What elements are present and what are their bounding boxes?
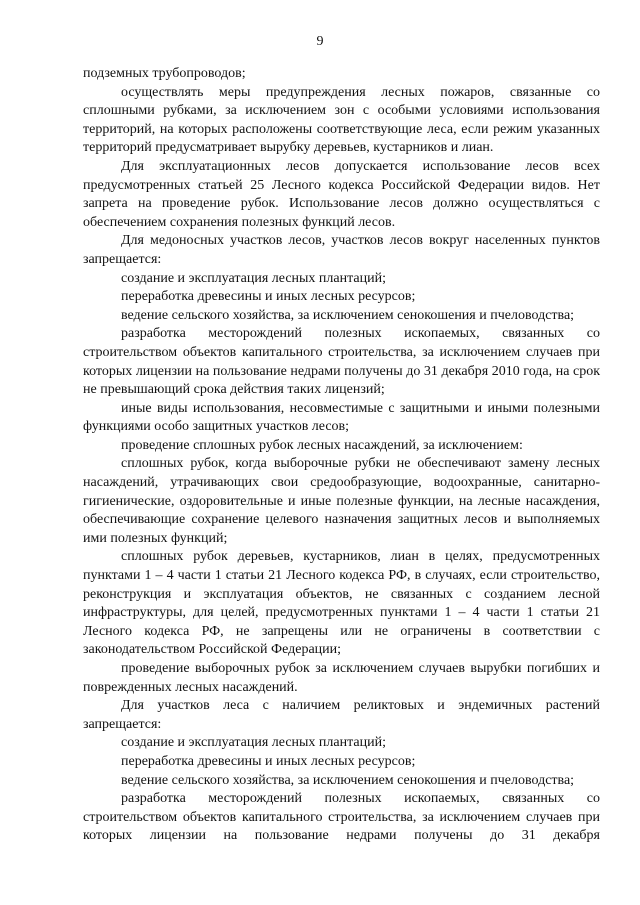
- paragraph: разработка месторождений полезных ископаемых, связанных со строительством объектов капитального строительства, за исключением случаев при которых лицензии на пользование недрами получены до 31 декабря 2010 года, на срок не превышающий срока действия таких лицензий;: [83, 326, 600, 398]
- paragraph: подземных трубопроводов;: [83, 66, 246, 81]
- page-number: 9: [316, 34, 324, 49]
- paragraph: создание и эксплуатация лесных плантаций;: [121, 270, 386, 286]
- document-body: [83, 65, 600, 846]
- paragraph: Для участков леса с наличием реликтовых и эндемичных растений запрещается:: [83, 698, 600, 732]
- paragraph: ведение сельского хозяйства, за исключением сенокошения и пчеловодства;: [121, 772, 575, 788]
- paragraph: переработка древесины и иных лесных ресурсов;: [121, 289, 416, 305]
- paragraph: сплошных рубок, когда выборочные рубки не обеспечивают замену лесных насаждений, утрачивающих свои средообразующие, водоохранные, санитарно-гигиенические, оздоровительные и иные полезные функции, на лесные насаждения, обеспечивающие сохранение целевого назначения защитных лесов и выполняемых ими полезных функций;: [83, 456, 600, 546]
- paragraph: Для эксплуатационных лесов допускается использование лесов всех предусмотренных статьей 25 Лесного кодекса Российской Федерации видов. Нет запрета на проведение рубок. Использование лесов должно осуществляться с обеспечением сохранения полезных функций лесов.: [83, 158, 600, 230]
- paragraph: создание и эксплуатация лесных плантаций;: [121, 735, 386, 751]
- paragraph: проведение выборочных рубок за исключением случаев вырубки погибших и поврежденных лесных насаждений.: [83, 661, 600, 695]
- paragraph: сплошных рубок деревьев, кустарников, лиан в целях, предусмотренных пунктами 1 – 4 части 1 статьи 21 Лесного кодекса РФ, в случаях, если строительство, реконструкция и эксплуатация объектов, не связанных с созданием лесной инфраструктуры, для целей, предусмотренных пунктами 1 – 4 части 1 статьи 21 Лесного кодекса РФ, не запрещены или не ограничены в соответствии с законодательством Российской Федерации;: [83, 549, 600, 658]
- paragraph: разработка месторождений полезных ископаемых, связанных со строительством объектов капитального строительства, за исключением случаев при которых лицензии на пользование недрами получены до 31 декабря: [83, 791, 600, 844]
- paragraph: проведение сплошных рубок лесных насаждений, за исключением:: [121, 437, 523, 453]
- paragraph: осуществлять меры предупреждения лесных пожаров, связанные со сплошными рубками, за исключением зон с особыми условиями использования территорий, на которых расположены соответствующие леса, если режим указанных территорий предусматривает вырубку деревьев, кустарников и лиан.: [83, 84, 600, 156]
- paragraph: иные виды использования, несовместимые с защитными и иными полезными функциями особо защитных участков лесов;: [83, 400, 600, 435]
- paragraph: переработка древесины и иных лесных ресурсов;: [121, 753, 416, 769]
- paragraph: Для медоносных участков лесов, участков лесов вокруг населенных пунктов запрещается:: [83, 233, 600, 267]
- paragraph: ведение сельского хозяйства, за исключением сенокошения и пчеловодства;: [121, 307, 575, 323]
